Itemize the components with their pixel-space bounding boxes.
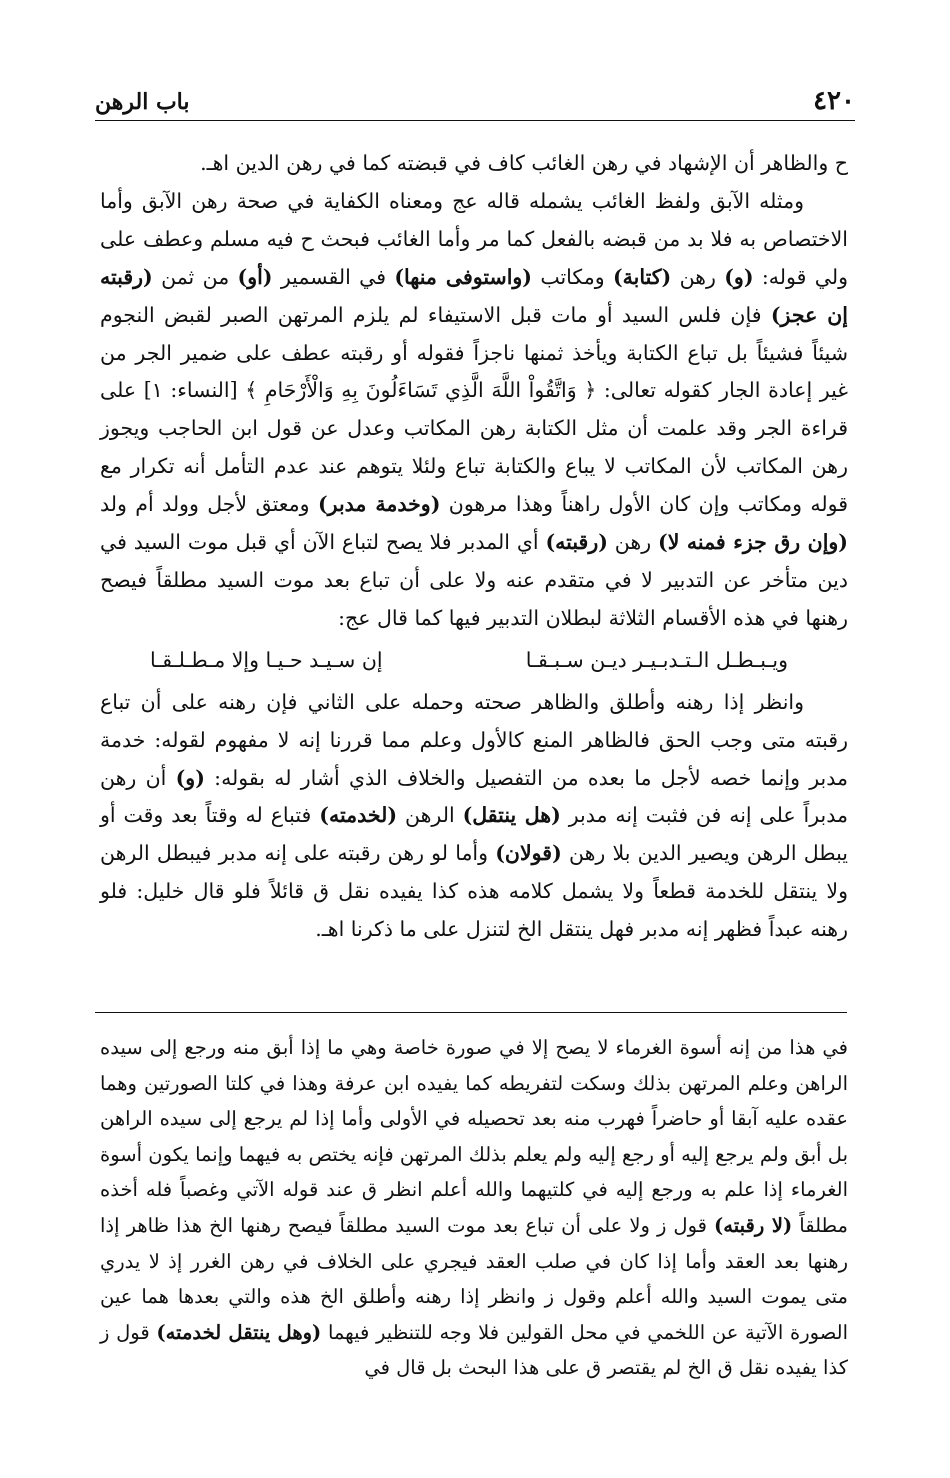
- verse-hemistich-second: إن سـيـد حـيـا وإلا مـطـلـقـا: [150, 647, 383, 672]
- paragraph: ح والظاهر أن الإشهاد في رهن الغائب كاف في قبضته كما في رهن الدين اهـ.: [200, 151, 848, 175]
- matn-text: (وهل ينتقل لخدمته): [156, 1320, 322, 1344]
- text-run: رهن: [607, 530, 658, 555]
- text-run: ومكاتب: [532, 264, 613, 289]
- matn-text: (لخدمته): [319, 803, 398, 828]
- chapter-title: باب الرهن: [95, 89, 190, 115]
- text-run: قول ز كذا يفيده نقل ق الخ لم يقتصر ق على هذا البحث بل قال في: [100, 1320, 848, 1380]
- matn-text: (رقبته): [545, 530, 608, 555]
- text-run: في القسمير: [272, 264, 395, 289]
- text-run: من ثمن: [152, 264, 238, 289]
- text-run: ومعتق لأجل وولد أم ولد: [100, 492, 318, 517]
- text-run: قول ز ولا على أن تباع بعد موت السيد مطلقاً فيصح رهنها الخ هذا ظاهر إذا رهنها بعد العقد وأما إذا كان في صلب العقد فيجري على الخلاف في رهن الغرر إذ لا يدري متى يموت السيد والله أعلم وقول ز وانظر إذا رهنه وأطلق الخ هذه والتي بعدها هما عين الصورة الآتية عن اللخمي في محل القولين فلا وجه للتنظير فيهما: [100, 1213, 849, 1344]
- matn-text: (أو): [237, 264, 273, 289]
- text-run: أن رهن مدبراً على إنه فن فثبت إنه مدبر: [100, 765, 848, 828]
- text-run: فإن فلس السيد أو مات قبل الاستيفاء لم يلزم المرتهن الصبر لقبض النجوم شيئاً فشيئاً بل تباع الكتابة ويأخذ ثمنها ناجزاً فقوله أو رقبته عطف على ضمير الجر من غير إعادة الجار كقوله تعالى:: [100, 302, 848, 403]
- quran-verse: ﴿ وَاتَّقُواْ اللَّهَ الَّذِي تَسَاءَلُونَ بِهِ وَالْأَرْحَامِ ﴾: [245, 378, 597, 403]
- text-run: فتباع له وقتاً بعد وقت أو يبطل الرهن ويصير الدين بلا رهن: [100, 803, 848, 866]
- matn-text: (وخدمة مدبر): [317, 492, 441, 517]
- verse-hemistich-first: ويـبـطـل الـتـدبـيـر ديـن سـبـقـا: [525, 647, 788, 672]
- text-run: ومثله الآبق ولفظ الغائب يشمله قاله عج ومعناه الكفاية في صحة رهن الآبق وأما الاختصاص به فلا بد من قبضه بالفعل كما مر وأما الغائب فبحث ح فيه مسلم وعطف على ولي قوله:: [100, 188, 848, 289]
- paragraph: [100, 183, 848, 638]
- header-rule: [95, 120, 855, 121]
- footnote-paragraph: [100, 1030, 848, 1386]
- matn-text: (لا رقبته): [714, 1213, 793, 1237]
- text-run: وأما لو رهن رقبته على إنه مدبر فيبطل الرهن ولا ينتقل للخدمة قطعاً ولا يشمل كلامه هذه كذا يفيده نقل ق قائلاً فلو قال خليل: فلو رهنه عبداً فظهر إنه مدبر فهل ينتقل الخ لتنزل على ما ذكرنا اهـ.: [100, 841, 848, 942]
- text-run: [النساء: ١] على قراءة الجر وقد علمت أن مثل الكتابة رهن المكاتب وعدل عن قول ابن الحاجب ويجوز رهن المكاتب لأن المكاتب لا يباع والكتابة تباع ولئلا يتوهم عند عدم التأمل أنه تكرار مع قوله ومكاتب وإن كان الأول راهناً وهذا مرهون: [100, 378, 848, 517]
- matn-text: (كتابة): [612, 264, 672, 289]
- paragraph: [100, 684, 848, 949]
- matn-text: (هل ينتقل): [462, 803, 561, 828]
- matn-text: (وإن رق جزء فمنه لا): [658, 530, 848, 555]
- footnote-separator: [95, 1012, 847, 1013]
- matn-text: (واستوفى منها): [394, 264, 532, 289]
- text-run: أي المدبر فلا يصح لتباع الآن أي قبل موت السيد في دين متأخر عن التدبير لا في متقدم عنه ولا على أن تباع بعد موت السيد مطلقاً فيصح رهنها في هذه الأقسام الثلاثة لبطلان التدبير فيها كما قال عج:: [100, 530, 848, 630]
- page-number: ٤٢٠: [813, 86, 855, 116]
- poetry-verse: [100, 642, 848, 680]
- matn-text: (قولان): [495, 841, 562, 866]
- text-run: في هذا من إنه أسوة الغرماء لا يصح إلا في صورة خاصة وهي ما إذا أبق منه ورجع إلى سيده الراهن وعلم المرتهن بذلك وسكت لتفريطه كما يفيده ابن عرفة وهذا في كلتا الصورتين وهما عقده عليه آبقا أو حاضراً فهرب منه بعد تحصيله في الأولى وأما إذا لم يرجع إلى سيده الراهن بل أبق ولم يرجع إليه أو رجع إليه ولم يعلم بذلك المرتهن فإنه يختص به فيهما وإنما يكون أسوة الغرماء إذا علم به ورجع إليه في كلتيهما والله أعلم انظر ق عند قوله الآتي وغصباً فله أخذه مطلقاً: [100, 1036, 848, 1237]
- main-text: [100, 145, 848, 949]
- footnote-text: [100, 1030, 848, 1386]
- text-run: وانظر إذا رهنه وأطلق والظاهر صحته وحمله على الثاني فإن رهنه على أن تباع رقبته متى وجب الحق فالظاهر المنع كالأول وعلم مما قررنا إنه لا مفهوم لقوله: خدمة مدبر وإنما خصه لأجل ما بعده من التفصيل والخلاف الذي أشار له بقوله:: [100, 689, 848, 790]
- page-header: [95, 84, 855, 124]
- text-run: الرهن: [397, 803, 463, 828]
- matn-text: (و): [724, 264, 754, 289]
- text-run: رهن: [671, 264, 725, 289]
- matn-text: (و): [175, 765, 205, 790]
- matn-text: (رقبته إن عجز): [100, 264, 848, 327]
